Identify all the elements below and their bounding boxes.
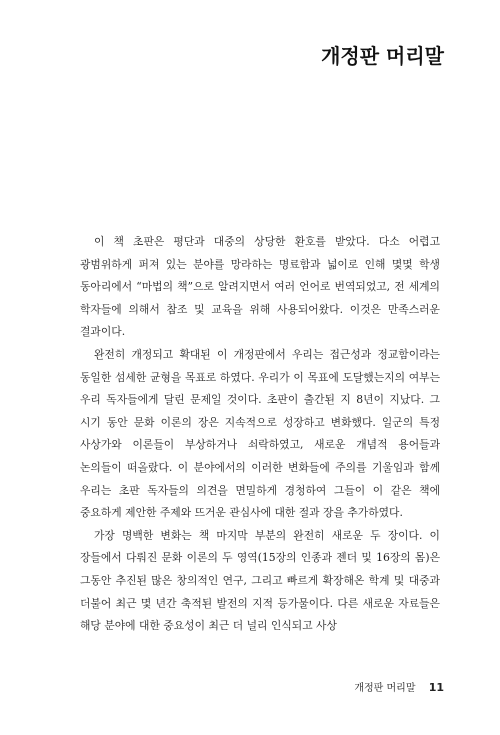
paragraph-2: 완전히 개정되고 확대된 이 개정판에서 우리는 접근성과 정교함이라는 동일한 섬세한 균형을 목표로 하였다. 우리가 이 목표에 도달했는지의 여부는 우리 독자들에게 달린 문제일 것이다. 초판이 출간된 지 8년이 지났다. 그 시기 동안 문화 이론의 장은 지속적으로 성장하고 변화했다. 일군의 특정 사상가와 이론들이 부상하거나 쇠락하였고, 새로운 개념적 용어들과 논의들이 떠올랐다. 이 분야에서의 이러한 변화들에 주의를 기울임과 함께 우리는 초판 독자들의 의견을 면밀하게 경청하여 그들이 이 같은 책에 중요하게 제안한 주제와 뜨거운 관심사에 대한 절과 장을 추가하였다. (80, 347, 440, 520)
paragraph-1: 이 책 초판은 평단과 대중의 상당한 환호를 받았다. 다소 어렵고 광범위하게 퍼져 있는 분야를 망라하는 명료함과 넓이로 인해 몇몇 학생 동아리에서 “마법의 책”으로 알려지면서 여러 언어로 번역되었고, 전 세계의 학자들에 의해서 참조 및 교육을 위해 사용되어왔다. 이것은 만족스러운 결과이다. (80, 235, 440, 339)
body-text (80, 231, 440, 638)
paragraph-3: 가장 명백한 변화는 책 마지막 부분의 완전히 새로운 두 장이다. 이 장들에서 다뤄진 문화 이론의 두 영역(15장의 인종과 젠더 및 16장의 몸)은 그동안 추진된 많은 창의적인 연구, 그리고 빠르게 확장해온 학계 및 대중과 더불어 최근 몇 년간 축적된 발전의 지적 등가물이다. 다른 새로운 자료들은 해당 분야에 대한 중요성이 최근 더 널리 인식되고 사상 (80, 528, 440, 633)
running-head: 개정판 머리말 (354, 683, 416, 694)
page-number: 11 (428, 681, 444, 694)
chapter-title: 개정판 머리말 (321, 44, 444, 68)
page-footer (354, 679, 444, 694)
